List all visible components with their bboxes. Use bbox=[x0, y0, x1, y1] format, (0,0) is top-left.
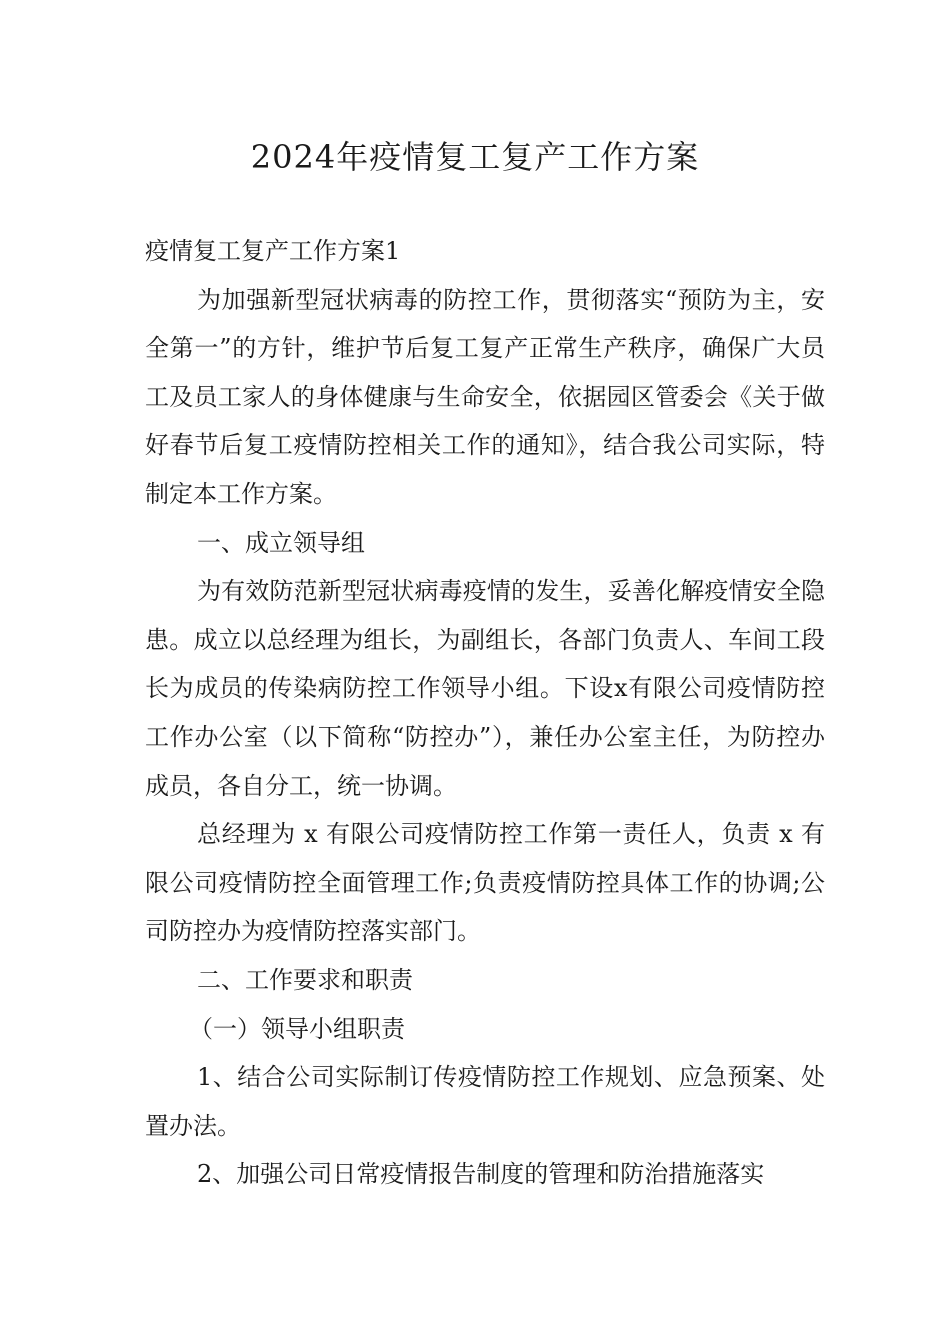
subsection-heading: （一）领导小组职责 bbox=[189, 1014, 405, 1043]
section-heading: 疫情复工复产工作方案1 bbox=[145, 237, 401, 265]
document-body bbox=[145, 227, 825, 1199]
list-item: 2、加强公司日常疫情报告制度的管理和防治措施落实 bbox=[197, 1160, 765, 1189]
section-heading: 二、工作要求和职责 bbox=[197, 965, 413, 994]
paragraph: 为加强新型冠状病毒的防控工作，贯彻落实“预防为主，安全第一”的方针，维护节后复工复产正常生产秩序，确保广大员工及员工家人的身体健康与生命安全，依据园区管委会《关于做好春节后复工疫情防控相关工作的通知》，结合我公司实际，特制定本工作方案。 bbox=[145, 285, 825, 508]
section-heading: 一、成立领导组 bbox=[197, 528, 365, 557]
paragraph: 为有效防范新型冠状病毒疫情的发生，妥善化解疫情安全隐患。成立以总经理为组长，为副组长，各部门负责人、车间工段长为成员的传染病防控工作领导小组。下设x有限公司疫情防控工作办公室（以下简称“防控办”），兼任办公室主任，为防控办成员，各自分工，统一协调。 bbox=[145, 577, 825, 800]
document-title: 2024年疫情复工复产工作方案 bbox=[250, 138, 700, 176]
paragraph: 总经理为 x 有限公司疫情防控工作第一责任人，负责 x 有限公司疫情防控全面管理工作;负责疫情防控具体工作的协调;公司防控办为疫情防控落实部门。 bbox=[145, 820, 825, 946]
list-item: 1、结合公司实际制订传疫情防控工作规划、应急预案、处置办法。 bbox=[145, 1063, 825, 1140]
